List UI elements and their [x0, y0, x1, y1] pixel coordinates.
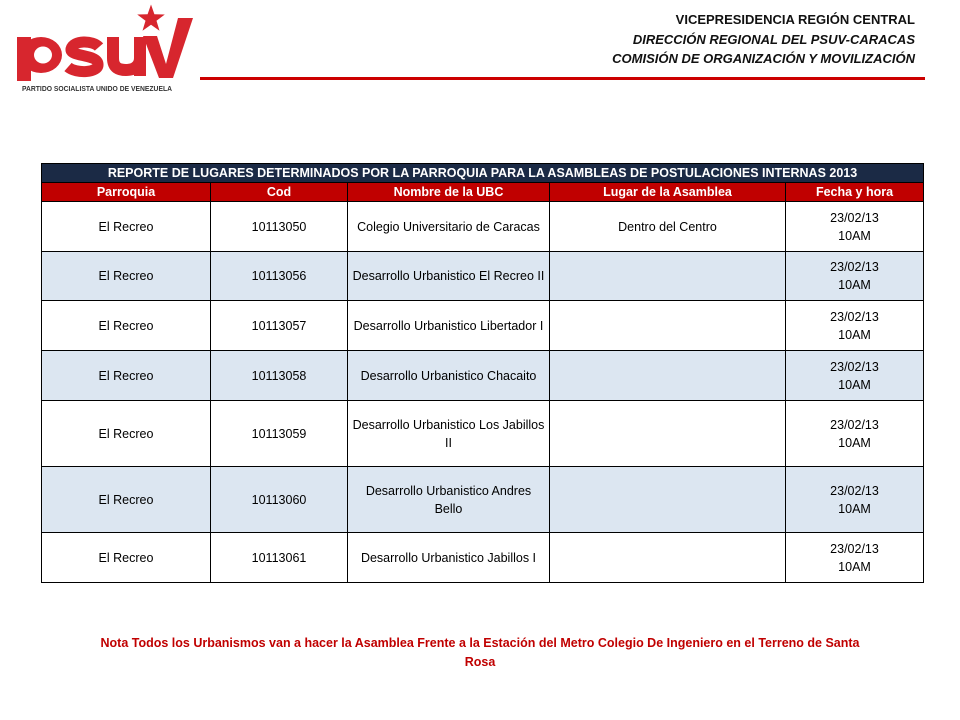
cell-fecha: 23/02/13	[830, 483, 879, 498]
cell-lugar-asamblea	[550, 301, 786, 351]
cell-nombre-ubc: Desarrollo Urbanistico Andres Bello	[348, 467, 550, 533]
cell-parroquia: El Recreo	[42, 351, 211, 401]
cell-hora: 10AM	[838, 327, 871, 342]
header-block	[612, 10, 915, 69]
cell-cod: 10113050	[211, 202, 348, 252]
report-table	[41, 163, 924, 583]
cell-lugar-asamblea	[550, 533, 786, 583]
cell-cod: 10113057	[211, 301, 348, 351]
star-icon	[137, 5, 165, 31]
cell-fecha-hora	[786, 202, 924, 252]
col-header-lugar-asamblea: Lugar de la Asamblea	[550, 183, 786, 202]
cell-hora: 10AM	[838, 501, 871, 516]
header-divider	[200, 77, 925, 80]
header-direccion-regional: DIRECCIÓN REGIONAL DEL PSUV-CARACAS	[632, 31, 915, 47]
cell-cod: 10113059	[211, 401, 348, 467]
logo-tagline: PARTIDO SOCIALISTA UNIDO DE VENEZUELA	[22, 86, 172, 93]
col-header-parroquia: Parroquia	[42, 183, 211, 202]
cell-hora: 10AM	[838, 228, 871, 243]
logo-wordmark	[17, 18, 193, 81]
cell-lugar-asamblea	[550, 467, 786, 533]
cell-cod: 10113058	[211, 351, 348, 401]
cell-hora: 10AM	[838, 377, 871, 392]
cell-hora: 10AM	[838, 278, 871, 292]
cell-nombre-ubc: Desarrollo Urbanistico Libertador I	[348, 301, 550, 351]
footer-note: Nota Todos los Urbanismos van a hacer la Asamblea Frente a la Estación del Metro Colegio De Ingeniero en el Terreno de Santa Rosa	[100, 636, 860, 669]
table-row	[42, 467, 924, 533]
cell-fecha-hora	[786, 401, 924, 467]
cell-fecha: 23/02/13	[830, 210, 879, 225]
psuv-logo	[0, 0, 200, 100]
cell-parroquia: El Recreo	[42, 401, 211, 467]
table-row	[42, 401, 924, 467]
cell-fecha-hora	[786, 301, 924, 351]
header-vicepresidencia: VICEPRESIDENCIA REGIÓN CENTRAL	[675, 12, 915, 27]
cell-nombre-ubc: Desarrollo Urbanistico Chacaito	[348, 351, 550, 401]
cell-parroquia: El Recreo	[42, 202, 211, 252]
cell-fecha: 23/02/13	[830, 541, 879, 556]
table-title: REPORTE DE LUGARES DETERMINADOS POR LA PARROQUIA PARA LA ASAMBLEAS DE POSTULACIONES INTERNAS 2013	[42, 164, 924, 183]
table-row	[42, 202, 924, 252]
cell-fecha: 23/02/13	[830, 309, 879, 324]
table-row	[42, 533, 924, 583]
cell-parroquia: El Recreo	[42, 467, 211, 533]
cell-hora: 10AM	[838, 435, 871, 450]
cell-nombre-ubc: Desarrollo Urbanistico El Recreo II	[348, 252, 550, 301]
cell-cod: 10113060	[211, 467, 348, 533]
cell-fecha-hora	[786, 467, 924, 533]
table-row	[42, 252, 924, 301]
cell-fecha-hora	[786, 351, 924, 401]
cell-fecha-hora	[786, 533, 924, 583]
col-header-cod: Cod	[211, 183, 348, 202]
cell-lugar-asamblea	[550, 401, 786, 467]
cell-nombre-ubc: Desarrollo Urbanistico Jabillos I	[348, 533, 550, 583]
col-header-nombre-ubc: Nombre de la UBC	[348, 183, 550, 202]
table-row	[42, 301, 924, 351]
cell-fecha: 23/02/13	[830, 417, 879, 432]
cell-lugar-asamblea: Dentro del Centro	[550, 202, 786, 252]
cell-lugar-asamblea	[550, 252, 786, 301]
cell-parroquia: El Recreo	[42, 301, 211, 351]
table-title-row	[42, 164, 924, 183]
cell-parroquia: El Recreo	[42, 533, 211, 583]
cell-cod: 10113056	[211, 252, 348, 301]
cell-fecha: 23/02/13	[830, 260, 879, 274]
cell-fecha-hora	[786, 252, 924, 301]
cell-lugar-asamblea	[550, 351, 786, 401]
cell-fecha: 23/02/13	[830, 359, 879, 374]
table-header-row	[42, 183, 924, 202]
cell-cod: 10113061	[211, 533, 348, 583]
header-comision: COMISIÓN DE ORGANIZACIÓN Y MOVILIZACIÓN	[612, 51, 915, 66]
table-row	[42, 351, 924, 401]
cell-parroquia: El Recreo	[42, 252, 211, 301]
cell-nombre-ubc: Desarrollo Urbanistico Los Jabillos II	[348, 401, 550, 467]
col-header-fecha-hora: Fecha y hora	[786, 183, 924, 202]
cell-hora: 10AM	[838, 559, 871, 574]
cell-nombre-ubc: Colegio Universitario de Caracas	[348, 202, 550, 252]
